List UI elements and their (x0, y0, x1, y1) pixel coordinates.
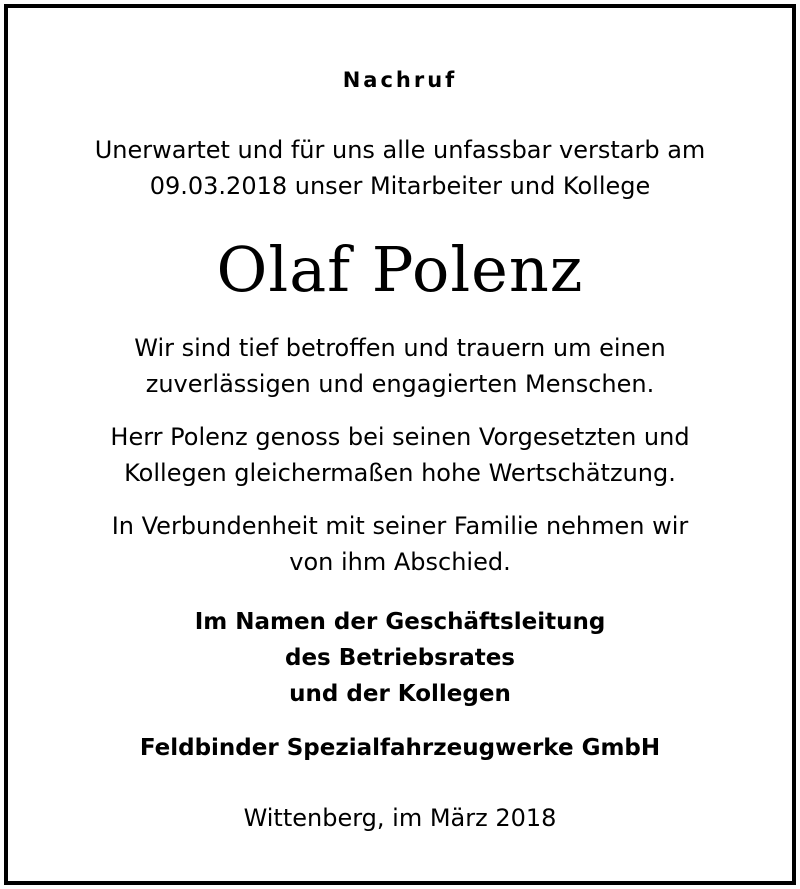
obituary-heading: Nachruf (342, 68, 458, 92)
intro-text (8, 132, 792, 204)
paragraph-appreciation (8, 419, 792, 491)
paragraph-2-line-1: Herr Polenz genoss bei seinen Vorgesetzten und (110, 423, 690, 451)
obituary-content (8, 8, 792, 881)
signer-line-3: und der Kollegen (289, 681, 511, 707)
paragraph-1-line-1: Wir sind tief betroffen und trauern um einen (134, 334, 666, 362)
signer-line-1: Im Namen der Geschäftsleitung (194, 609, 606, 635)
paragraph-2-line-2: Kollegen gleichermaßen hohe Wertschätzung. (124, 459, 676, 487)
intro-line-2: 09.03.2018 unser Mitarbeiter und Kollege (149, 172, 651, 200)
deceased-name: Olaf Polenz (216, 233, 584, 306)
signer-line-2: des Betriebsrates (284, 645, 515, 671)
paragraph-condolence (8, 330, 792, 402)
company-name: Feldbinder Spezialfahrzeugwerke GmbH (139, 735, 661, 761)
paragraph-farewell (8, 508, 792, 580)
intro-line-1: Unerwartet und für uns alle unfassbar verstarb am (94, 136, 706, 164)
paragraph-3-line-2: von ihm Abschied. (289, 548, 511, 576)
place-date: Wittenberg, im März 2018 (243, 804, 557, 832)
paragraph-3-line-1: In Verbundenheit mit seiner Familie nehmen wir (111, 512, 689, 540)
paragraph-1-line-2: zuverlässigen und engagierten Menschen. (145, 370, 655, 398)
obituary-frame (4, 4, 796, 885)
signers-block (8, 604, 792, 712)
